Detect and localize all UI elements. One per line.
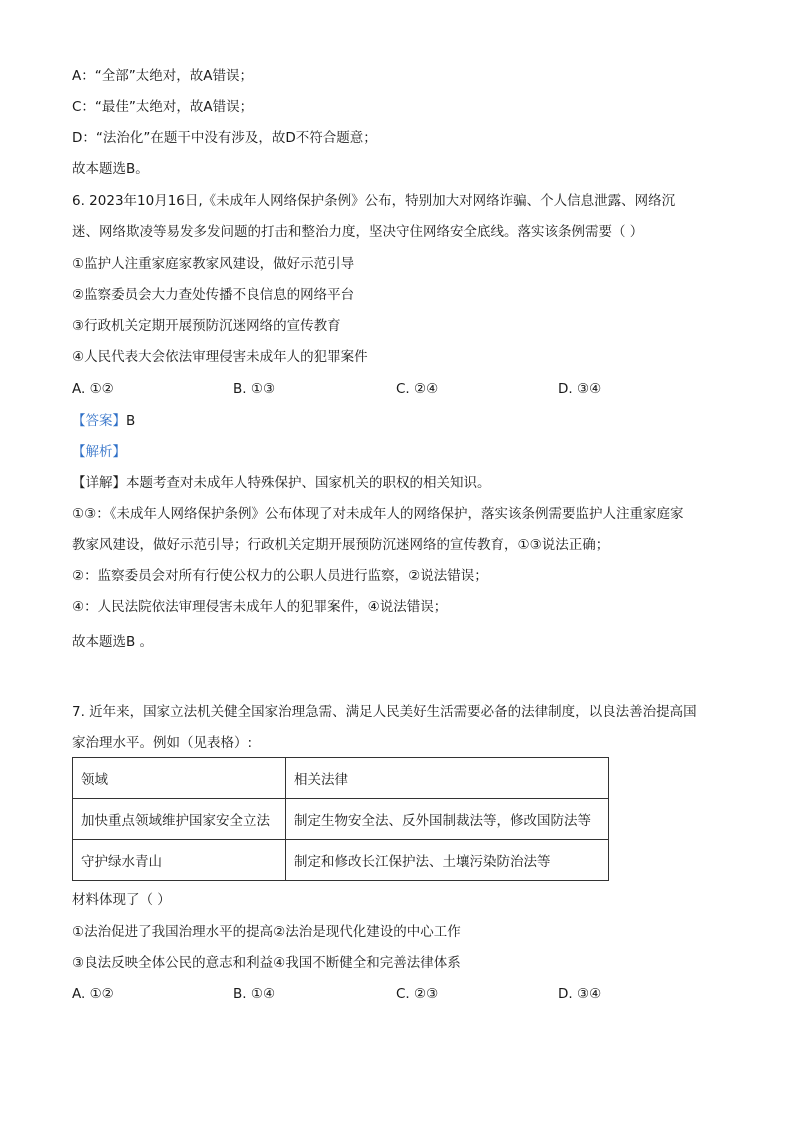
q6-options: [72, 379, 712, 399]
q6-conclusion: 故本题选B 。: [72, 634, 154, 650]
q7-stem-line2: 家治理水平。例如（见表格）:: [72, 735, 253, 751]
detail-tag: 【详解】: [72, 475, 126, 491]
q6-exp4: ④：人民法院依法审理侵害未成年人的犯罪案件，④说法错误；: [72, 599, 448, 615]
q7-option-a: A. ①②: [72, 986, 114, 1002]
table-header-cell: 领域: [73, 758, 286, 799]
q6-statement-1: ①监护人注重家庭家教家风建设，做好示范引导: [72, 256, 355, 272]
q7-option-c: C. ②③: [396, 986, 439, 1002]
table-row: [73, 840, 609, 881]
q7-statements-line2: ③良法反映全体公民的意志和利益④我国不断健全和完善法律体系: [72, 955, 461, 971]
q6-option-a: A. ①②: [72, 381, 114, 397]
q6-option-d: D. ③④: [558, 381, 602, 397]
prev-conclusion: 故本题选B。: [72, 161, 149, 177]
q7-option-b: B. ①④: [233, 986, 276, 1002]
table-cell: 守护绿水青山: [73, 840, 286, 881]
answer-tag: 【答案】: [72, 413, 126, 429]
table-cell: 制定和修改长江保护法、土壤污染防治法等: [286, 840, 609, 881]
q6-statement-4: ④人民代表大会依法审理侵害未成年人的犯罪案件: [72, 349, 368, 365]
q6-detail: [72, 473, 491, 493]
prev-explanation-d: D：“法治化”在题干中没有涉及，故D不符合题意；: [72, 130, 377, 146]
prev-explanation-a: A：“全部”太绝对，故A错误；: [72, 68, 253, 84]
q7-statements-line1: ①法治促进了我国治理水平的提高②法治是现代化建设的中心工作: [72, 924, 461, 940]
q6-stem-line2: 迷、网络欺凌等易发多发问题的打击和整治力度，坚决守住网络安全底线。落实该条例需要（ ）: [72, 224, 644, 240]
q7-stem-line1: 7. 近年来，国家立法机关健全国家治理急需、满足人民美好生活需要必备的法律制度，以良法善治提高国: [72, 704, 697, 720]
q6-option-c: C. ②④: [396, 381, 439, 397]
answer-value: B: [126, 413, 136, 429]
q6-statement-2: ②监察委员会大力查处传播不良信息的网络平台: [72, 287, 355, 303]
table-cell: 加快重点领域维护国家安全立法: [73, 799, 286, 840]
q6-exp1-line2: 教家风建设，做好示范引导；行政机关定期开展预防沉迷网络的宣传教育，①③说法正确；: [72, 537, 610, 553]
q6-option-b: B. ①③: [233, 381, 276, 397]
q6-exp1-line1: ①③：《未成年人网络保护条例》公布体现了对未成年人的网络保护，落实该条例需要监护人注重家庭家: [72, 506, 684, 522]
analysis-tag: 【解析】: [72, 444, 126, 460]
table-header-cell: 相关法律: [286, 758, 609, 799]
detail-text: 本题考查对未成年人特殊保护、国家机关的职权的相关知识。: [126, 475, 491, 491]
q6-exp2: ②：监察委员会对所有行使公权力的公职人员进行监察，②说法错误；: [72, 568, 488, 584]
law-table: [72, 757, 609, 881]
table-row: [73, 799, 609, 840]
prev-explanation-c: C：“最佳”太绝对，故A错误；: [72, 99, 254, 115]
q6-answer: [72, 411, 135, 431]
q7-options: [72, 984, 712, 1004]
q7-prompt: 材料体现了（ ）: [72, 892, 171, 908]
q6-statement-3: ③行政机关定期开展预防沉迷网络的宣传教育: [72, 318, 341, 334]
q7-option-d: D. ③④: [558, 986, 602, 1002]
table-cell: 制定生物安全法、反外国制裁法等，修改国防法等: [286, 799, 609, 840]
table-header-row: [73, 758, 609, 799]
q6-stem-line1: 6. 2023年10月16日,《未成年人网络保护条例》公布，特别加大对网络诈骗、个人信息泄露、网络沉: [72, 193, 676, 209]
